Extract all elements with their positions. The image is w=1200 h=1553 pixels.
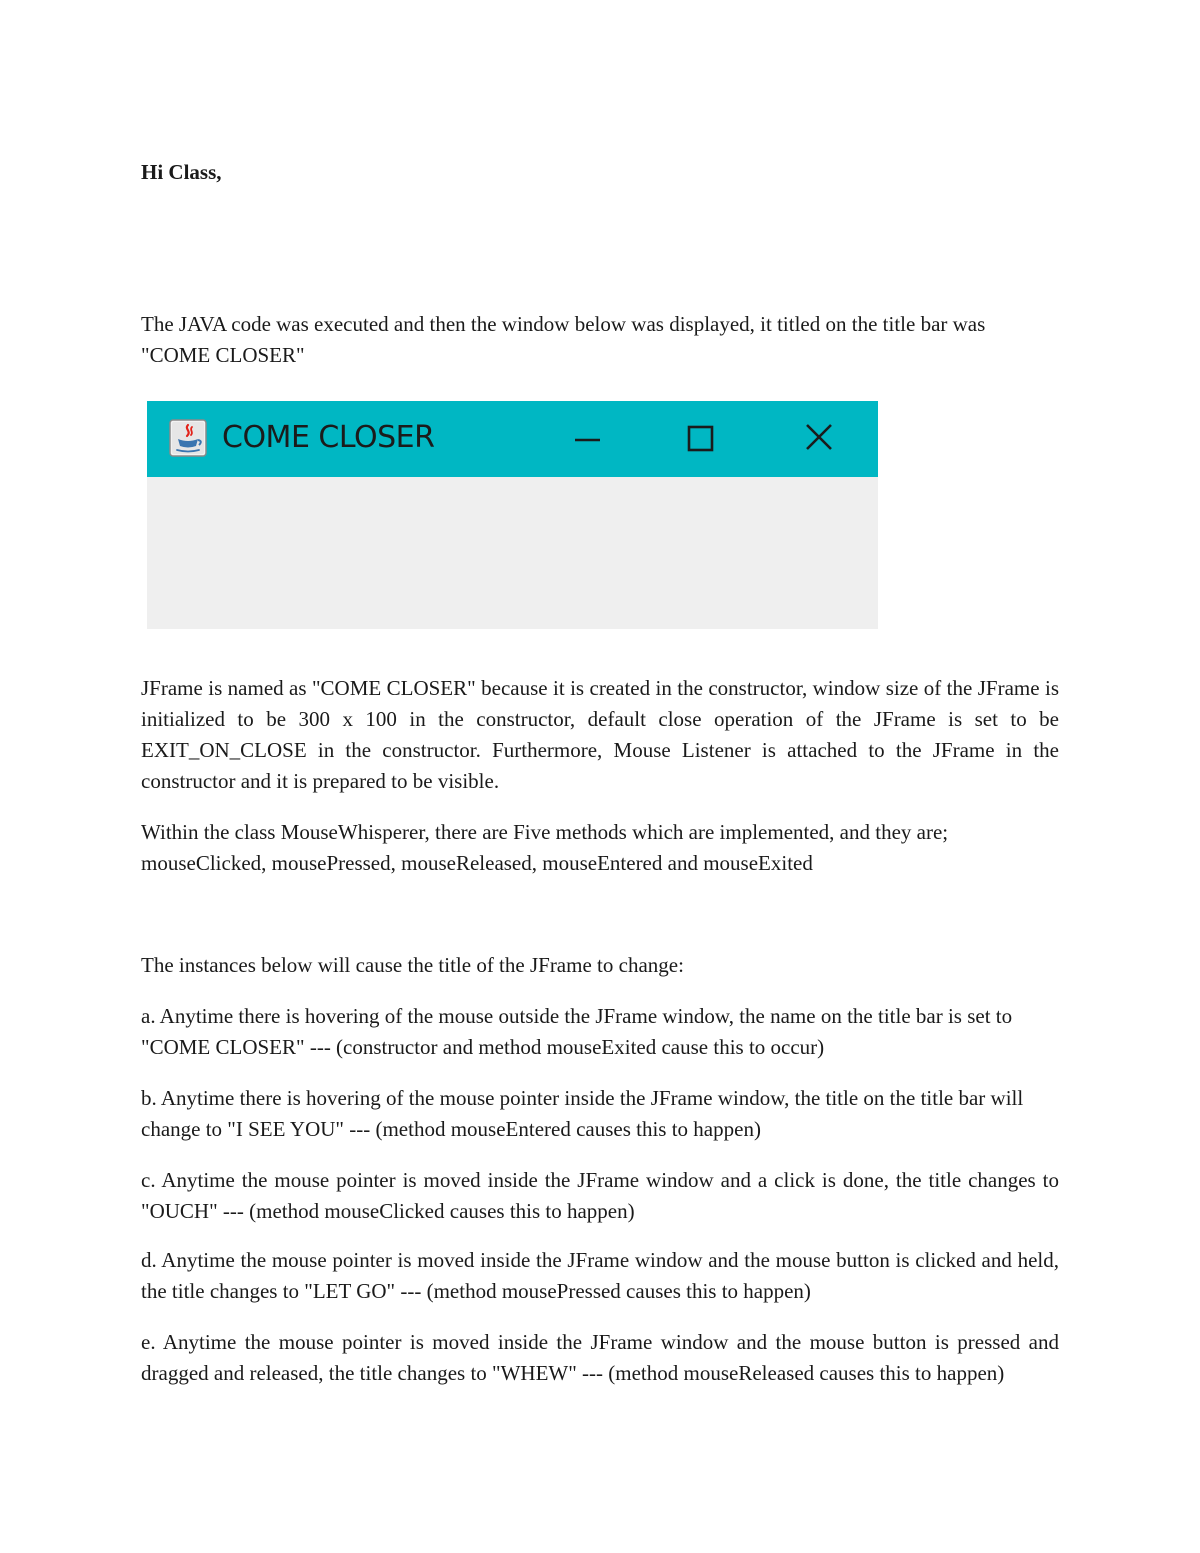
jframe-window-screenshot — [147, 401, 878, 629]
list-item-c: c. Anytime the mouse pointer is moved inside the JFrame window and a click is done, the title changes to "OUCH" --- (method mouseClicked causes this to happen) — [141, 1168, 1059, 1223]
minimize-icon[interactable] — [565, 417, 609, 461]
greeting: Hi Class, — [141, 160, 222, 184]
window-title: COME CLOSER — [222, 420, 435, 455]
close-icon[interactable] — [797, 417, 841, 461]
paragraph-jframe: JFrame is named as "COME CLOSER" because it is created in the constructor, window size of the JFrame is initialized to be 300 x 100 in the constructor, default close operation of the JFrame is set to be EXIT_ON_CLOSE in the constructor. Furthermore, Mouse Listener is attached to the JFrame in the constructor and it is prepared to be visible. — [141, 676, 1059, 793]
list-item-e: e. Anytime the mouse pointer is moved inside the JFrame window and the mouse button is pressed and dragged and released, the title changes to "WHEW" --- (method mouseReleased causes this to happen) — [141, 1330, 1059, 1385]
paragraph-methods: Within the class MouseWhisperer, there are Five methods which are implemented, and they are; mouseClicked, mousePressed, mouseReleased, mouseEntered and mouseExited — [141, 820, 949, 875]
window-client-area — [147, 477, 878, 629]
list-item-d: d. Anytime the mouse pointer is moved inside the JFrame window and the mouse button is clicked and held, the title changes to "LET GO" --- (method mousePressed causes this to happen) — [141, 1248, 1059, 1303]
maximize-icon[interactable] — [678, 417, 722, 461]
window-titlebar — [147, 401, 878, 477]
list-item-b: b. Anytime there is hovering of the mouse pointer inside the JFrame window, the title on the title bar will change to "I SEE YOU" --- (method mouseEntered causes this to happen) — [141, 1086, 1024, 1141]
paragraph-instances: The instances below will cause the title of the JFrame to change: — [141, 953, 684, 977]
java-icon — [169, 419, 207, 457]
paragraph-intro: The JAVA code was executed and then the window below was displayed, it titled on the title bar was "COME CLOSER" — [141, 312, 986, 367]
list-item-a: a. Anytime there is hovering of the mouse outside the JFrame window, the name on the title bar is set to "COME CLOSER" --- (constructor and method mouseExited cause this to occur) — [141, 1004, 1013, 1059]
